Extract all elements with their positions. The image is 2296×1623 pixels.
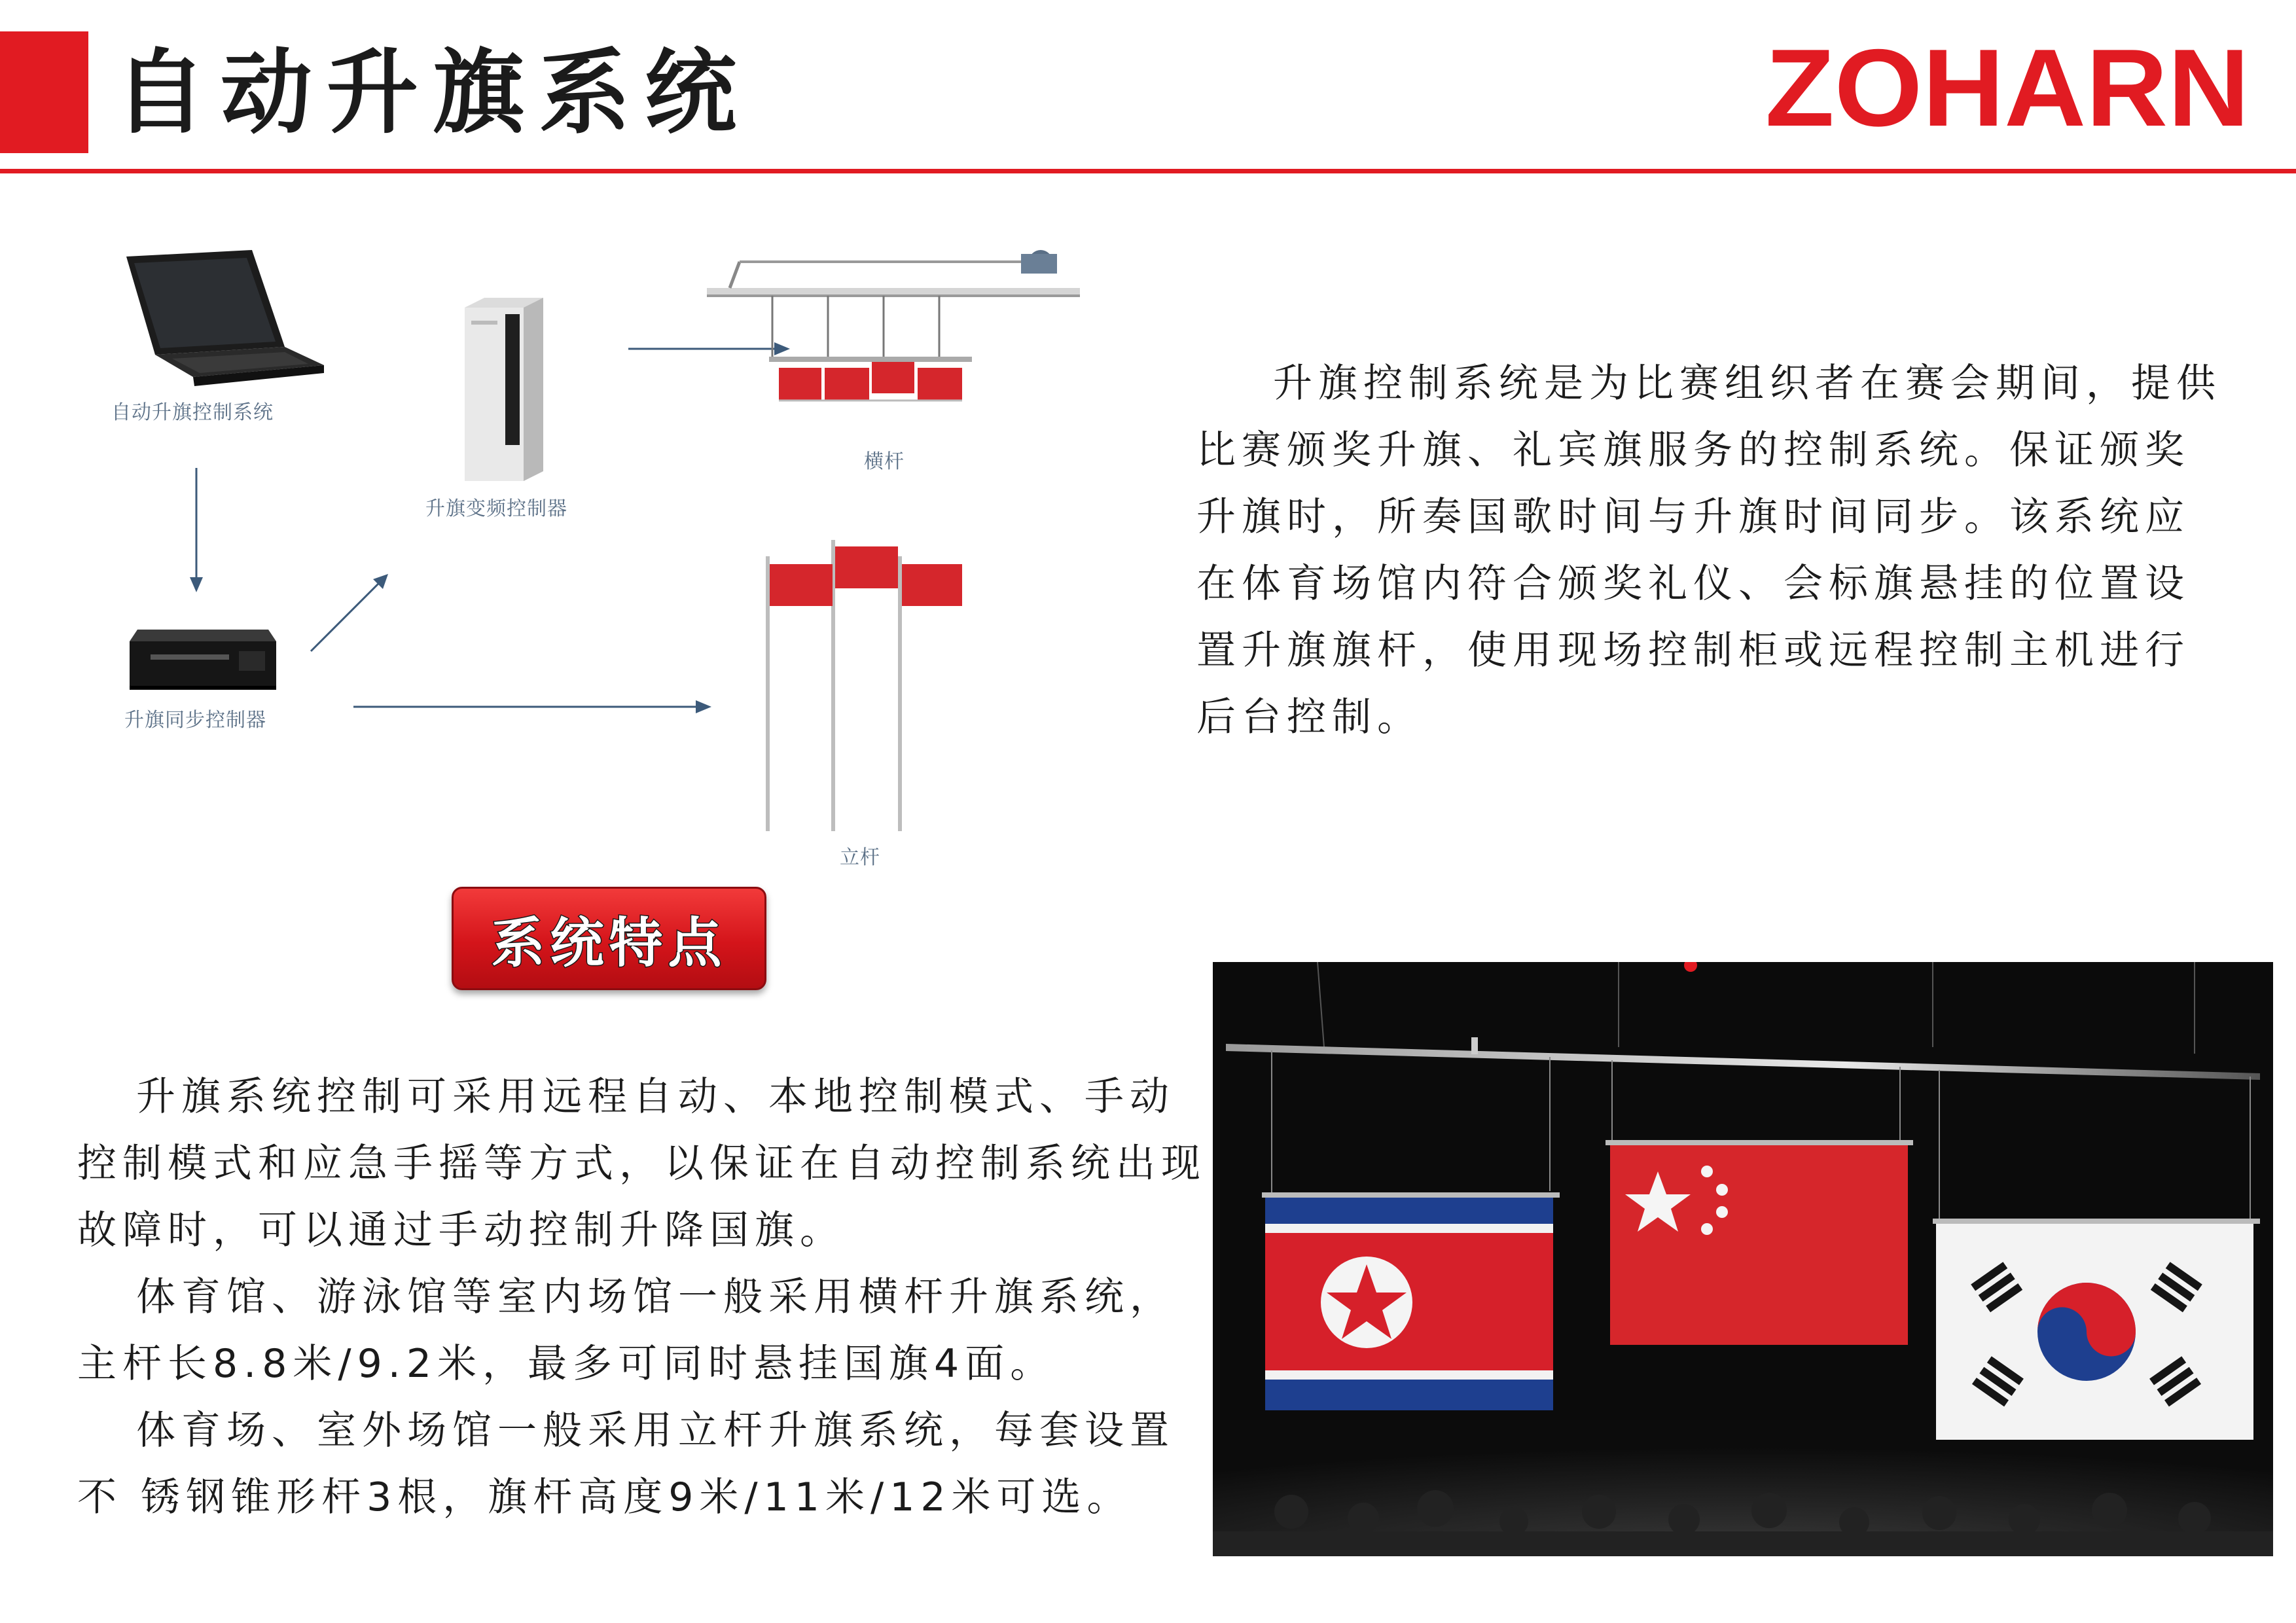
sync-controller-device-icon bbox=[124, 615, 281, 700]
arrow-right-icon bbox=[350, 694, 717, 720]
features-badge-label: 系统特点 bbox=[491, 912, 727, 974]
label-pole: 立杆 bbox=[840, 846, 880, 869]
award-ceremony-flags-photo bbox=[1213, 962, 2273, 1556]
feature-paragraph: 体育馆、游泳馆等室内场馆一般采用横杆升旗系统，主杆长8.8米/9.2米，最多可同时悬挂国旗4面。 bbox=[77, 1274, 1175, 1387]
label-crossbar: 横杆 bbox=[864, 450, 905, 473]
page-title: 自动升旗系统 bbox=[115, 40, 751, 147]
crossbar-flag-rig-icon bbox=[700, 223, 1086, 412]
system-diagram bbox=[65, 196, 1113, 883]
feature-paragraph: 升旗系统控制可采用远程自动、本地控制模式、手动控制模式和应急手摇等方式，以保证在自动控制系统出现故障时，可以通过手动控制升降国旗。 bbox=[77, 1074, 1206, 1253]
arrow-diagonal-icon bbox=[304, 566, 396, 658]
ceremony-scene-illustration bbox=[1213, 962, 2273, 1556]
prc-flag bbox=[1605, 1140, 1913, 1345]
label-sync-controller: 升旗同步控制器 bbox=[124, 709, 266, 732]
dprk-flag bbox=[1262, 1192, 1560, 1410]
arrow-down-icon bbox=[183, 465, 209, 596]
label-control-system: 自动升旗控制系统 bbox=[111, 401, 274, 424]
server-tower-icon bbox=[458, 294, 550, 484]
intro-paragraph: 升旗控制系统是为比赛组织者在赛会期间，提供比赛颁奖升旗、礼宾旗服务的控制系统。保证颁奖升旗时，所奏国歌时间与升旗时间同步。该系统应在体育场馆内符合颁奖礼仪、会标旗悬挂的位置设置升旗旗杆，使用现场控制柜或远程控制主机进行后台控制。 bbox=[1196, 361, 2221, 740]
zoharn-logo bbox=[1764, 39, 2251, 144]
header-divider bbox=[0, 169, 2296, 173]
flagpoles-icon bbox=[753, 537, 962, 838]
features-badge bbox=[452, 887, 766, 990]
label-vfd-controller: 升旗变频控制器 bbox=[425, 497, 567, 520]
rok-flag bbox=[1933, 1219, 2260, 1440]
logo-text: ZOHARN bbox=[1765, 39, 2250, 144]
header-accent-block bbox=[0, 31, 88, 153]
features-text bbox=[77, 1063, 1206, 1531]
laptop-icon bbox=[95, 249, 331, 393]
feature-paragraph: 体育场、室外场馆一般采用立杆升旗系统，每套设置不 锈钢锥形杆3根，旗杆高度9米/11米/12米可选。 bbox=[77, 1408, 1175, 1520]
